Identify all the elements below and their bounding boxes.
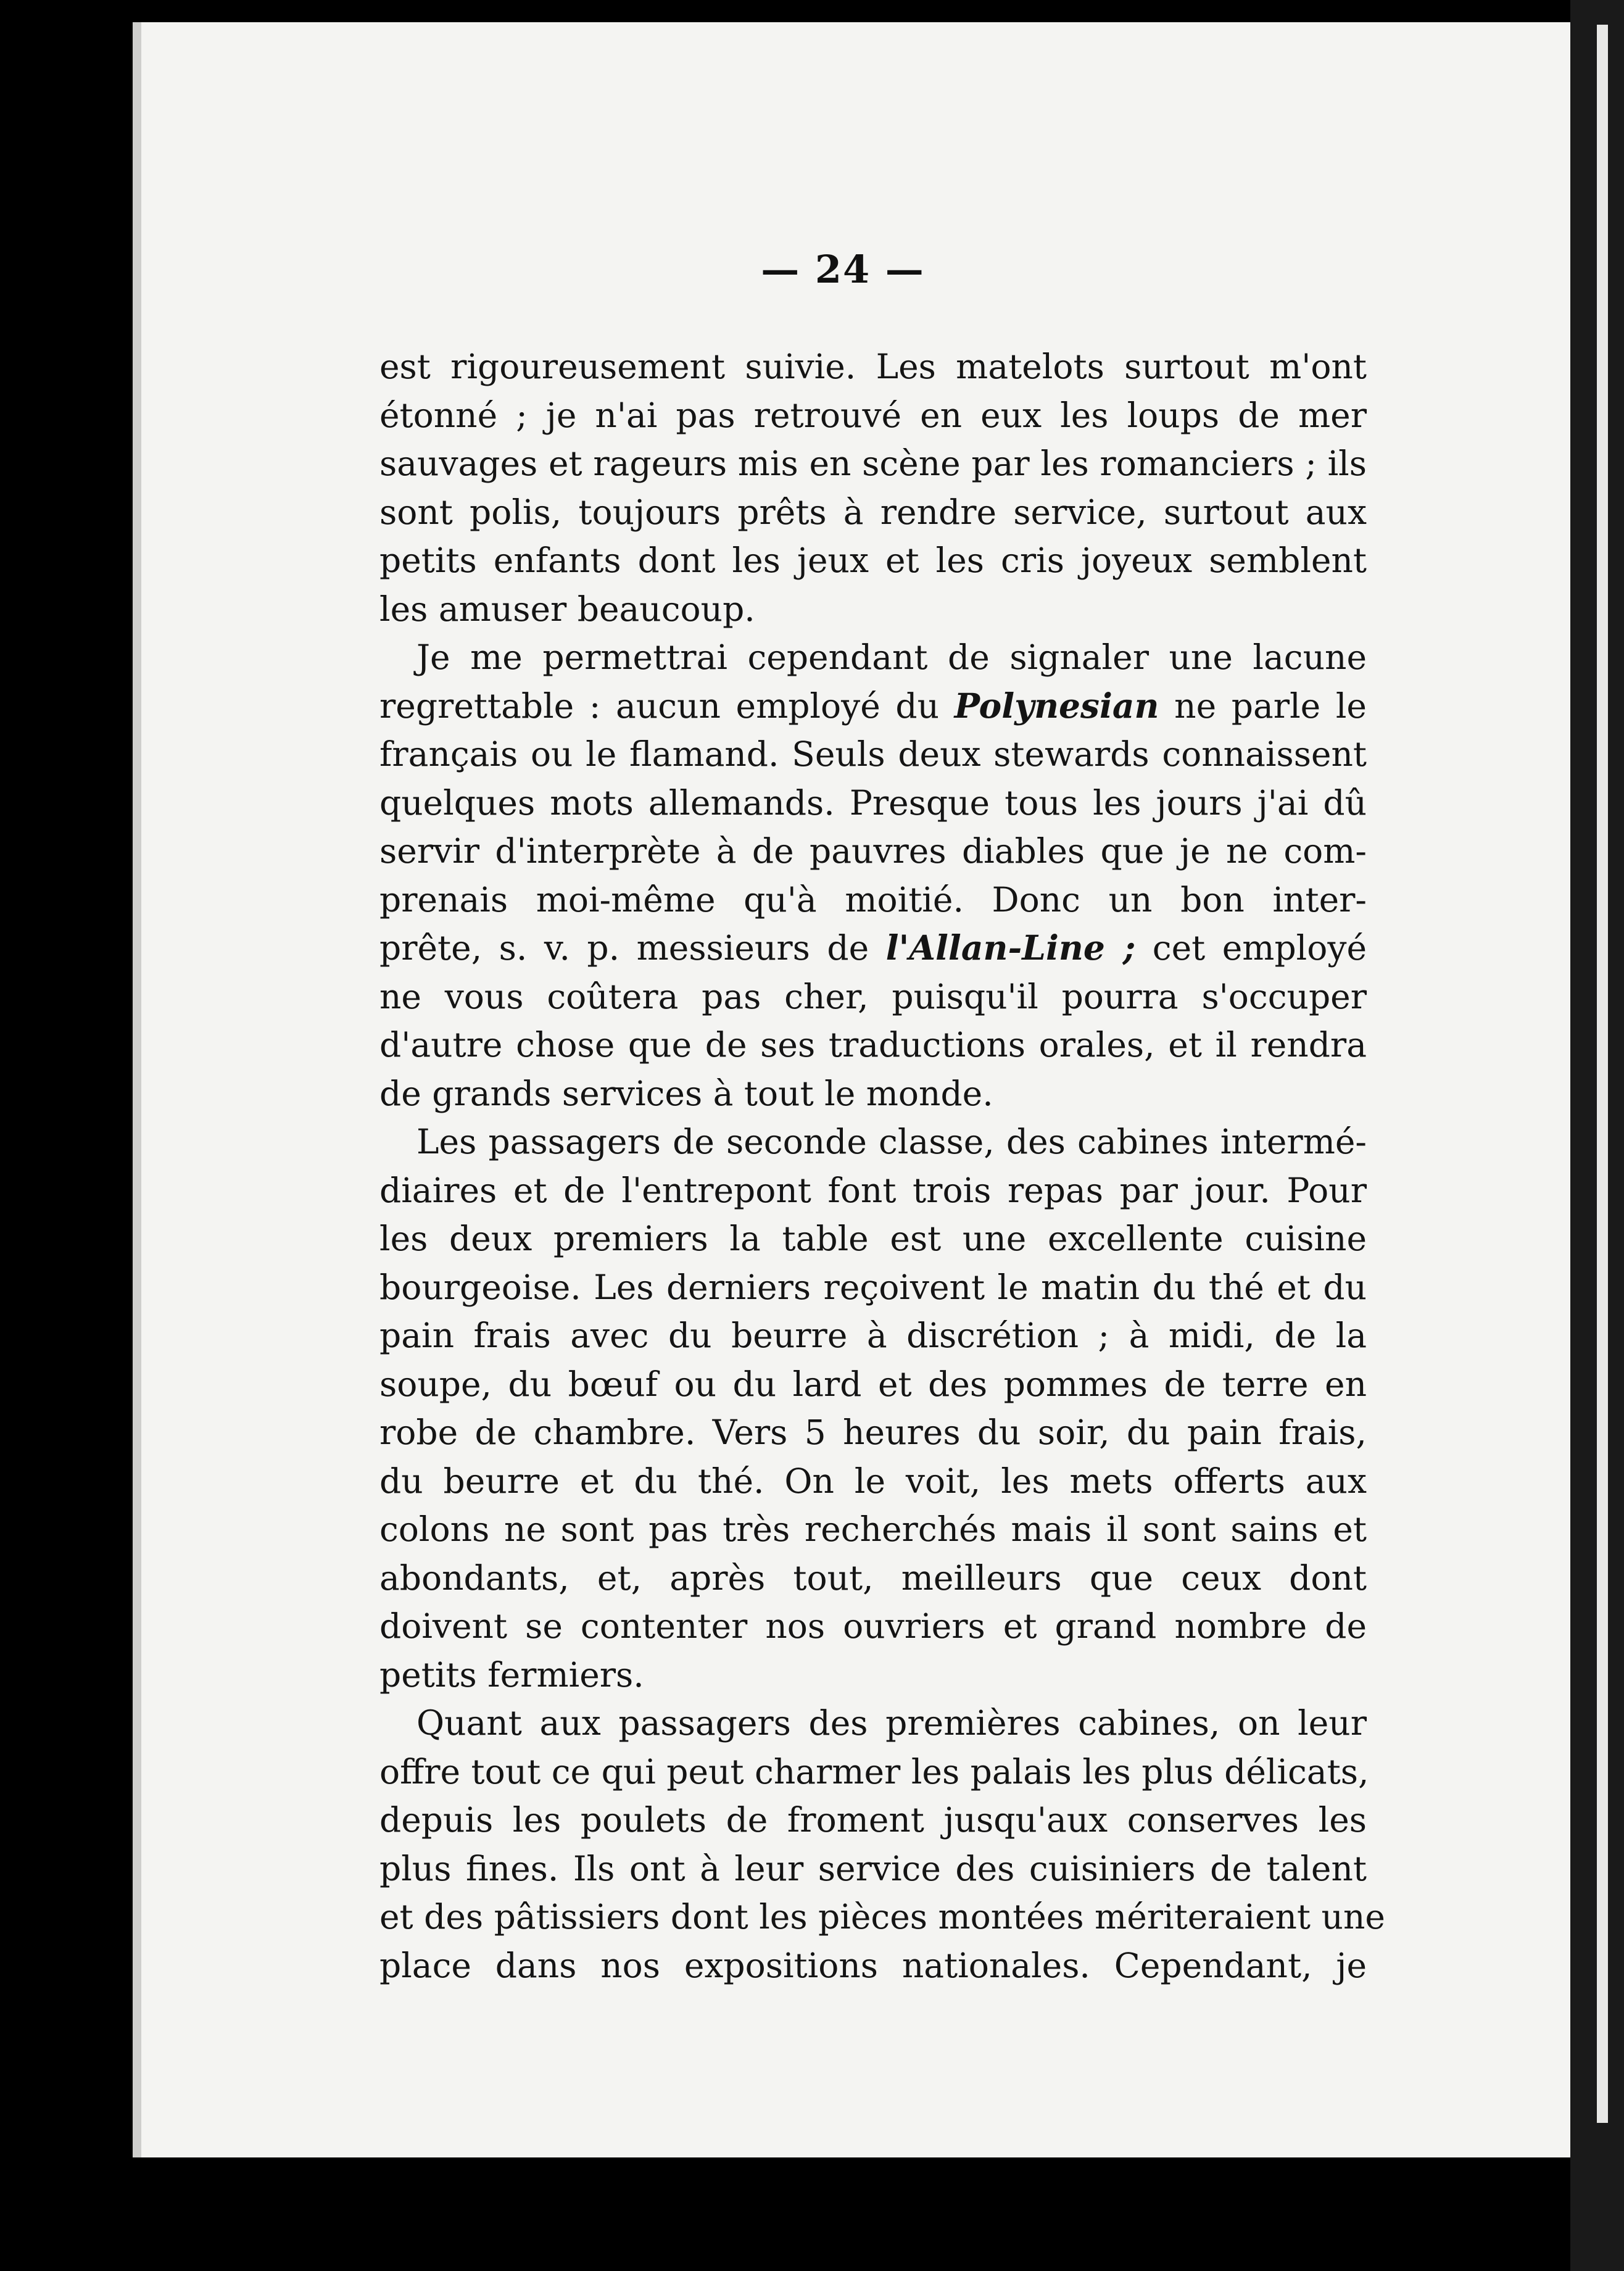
paragraph <box>379 343 1367 633</box>
text-line: Je me permettrai cependant de signaler une lacune <box>416 637 1367 677</box>
text-line: colons ne sont pas très recherchés mais il sont sains et <box>379 1509 1367 1549</box>
paragraph <box>379 1699 1385 1990</box>
text-line: pain frais avec du beurre à discrétion ; à midi, de la <box>379 1316 1367 1355</box>
text-line: abondants, et, après tout, meilleurs que ceux dont <box>379 1558 1367 1598</box>
text-line: et des pâtissiers dont les pièces montées mériteraient une <box>379 1897 1385 1937</box>
page-number: — 24 — <box>761 247 925 292</box>
text-line: doivent se contenter nos ouvriers et grand nombre de <box>379 1606 1367 1646</box>
text-line: d'autre chose que de ses traductions orales, et il rendra <box>379 1025 1367 1065</box>
text-line: les deux premiers la table est une excellente cuisine <box>379 1219 1367 1258</box>
text-line: ne vous coûtera pas cher, puisqu'il pourra s'occuper <box>379 976 1367 1016</box>
text-line: les amuser beaucoup. <box>379 589 755 629</box>
paragraph <box>379 1118 1367 1699</box>
text-line: offre tout ce qui peut charmer les palais les plus délicats, <box>379 1751 1369 1791</box>
text-line: place dans nos expositions nationales. Cependant, je <box>379 1945 1367 1985</box>
text-line: robe de chambre. Vers 5 heures du soir, du pain frais, <box>379 1413 1367 1452</box>
next-page-edge <box>1597 25 1608 2123</box>
text-line: depuis les poulets de froment jusqu'aux conserves les <box>379 1800 1367 1840</box>
text-line: prenais moi-même qu'à moitié. Donc un bon inter- <box>379 879 1367 920</box>
text-line: plus fines. Ils ont à leur service des cuisiniers de talent <box>379 1848 1367 1888</box>
text-line: regrettable : aucun employé du Polynesian ne parle le <box>379 685 1367 726</box>
text-line: est rigoureusement suivie. Les matelots surtout m'ont <box>379 347 1367 386</box>
text-line: du beurre et du thé. On le voit, les mets offerts aux <box>379 1461 1367 1501</box>
italic-name: l'Allan-Line ; <box>885 928 1136 968</box>
text-line: français ou le flamand. Seuls deux stewards connaissent <box>379 734 1367 774</box>
text-line: petits fermiers. <box>379 1654 644 1695</box>
text-line: Quant aux passagers des premières cabines, on leur <box>416 1703 1367 1743</box>
text-line: Les passagers de seconde classe, des cabines intermé- <box>416 1122 1367 1161</box>
text-line: petits enfants dont les jeux et les cris joyeux semblent <box>379 541 1367 580</box>
text-line: étonné ; je n'ai pas retrouvé en eux les loups de mer <box>379 395 1367 435</box>
text-line: sont polis, toujours prêts à rendre service, surtout aux <box>379 492 1367 532</box>
text-line: quelques mots allemands. Presque tous les jours j'ai dû <box>379 783 1367 823</box>
body-text <box>379 343 1385 1990</box>
text-line: prête, s. v. p. messieurs de l'Allan-Line ; cet employé <box>379 928 1367 968</box>
text-line: servir d'interprète à de pauvres diables que je ne com- <box>379 831 1367 871</box>
text-line: soupe, du bœuf ou du lard et des pommes de terre en <box>379 1364 1367 1404</box>
paragraph <box>379 633 1367 1118</box>
text-line: de grands services à tout le monde. <box>379 1073 993 1113</box>
italic-name: Polynesian <box>954 685 1159 726</box>
text-line: diaires et de l'entrepont font trois repas par jour. Pour <box>379 1170 1367 1210</box>
text-line: bourgeoise. Les derniers reçoivent le matin du thé et du <box>379 1267 1367 1307</box>
text-line: sauvages et rageurs mis en scène par les romanciers ; ils <box>379 444 1367 483</box>
